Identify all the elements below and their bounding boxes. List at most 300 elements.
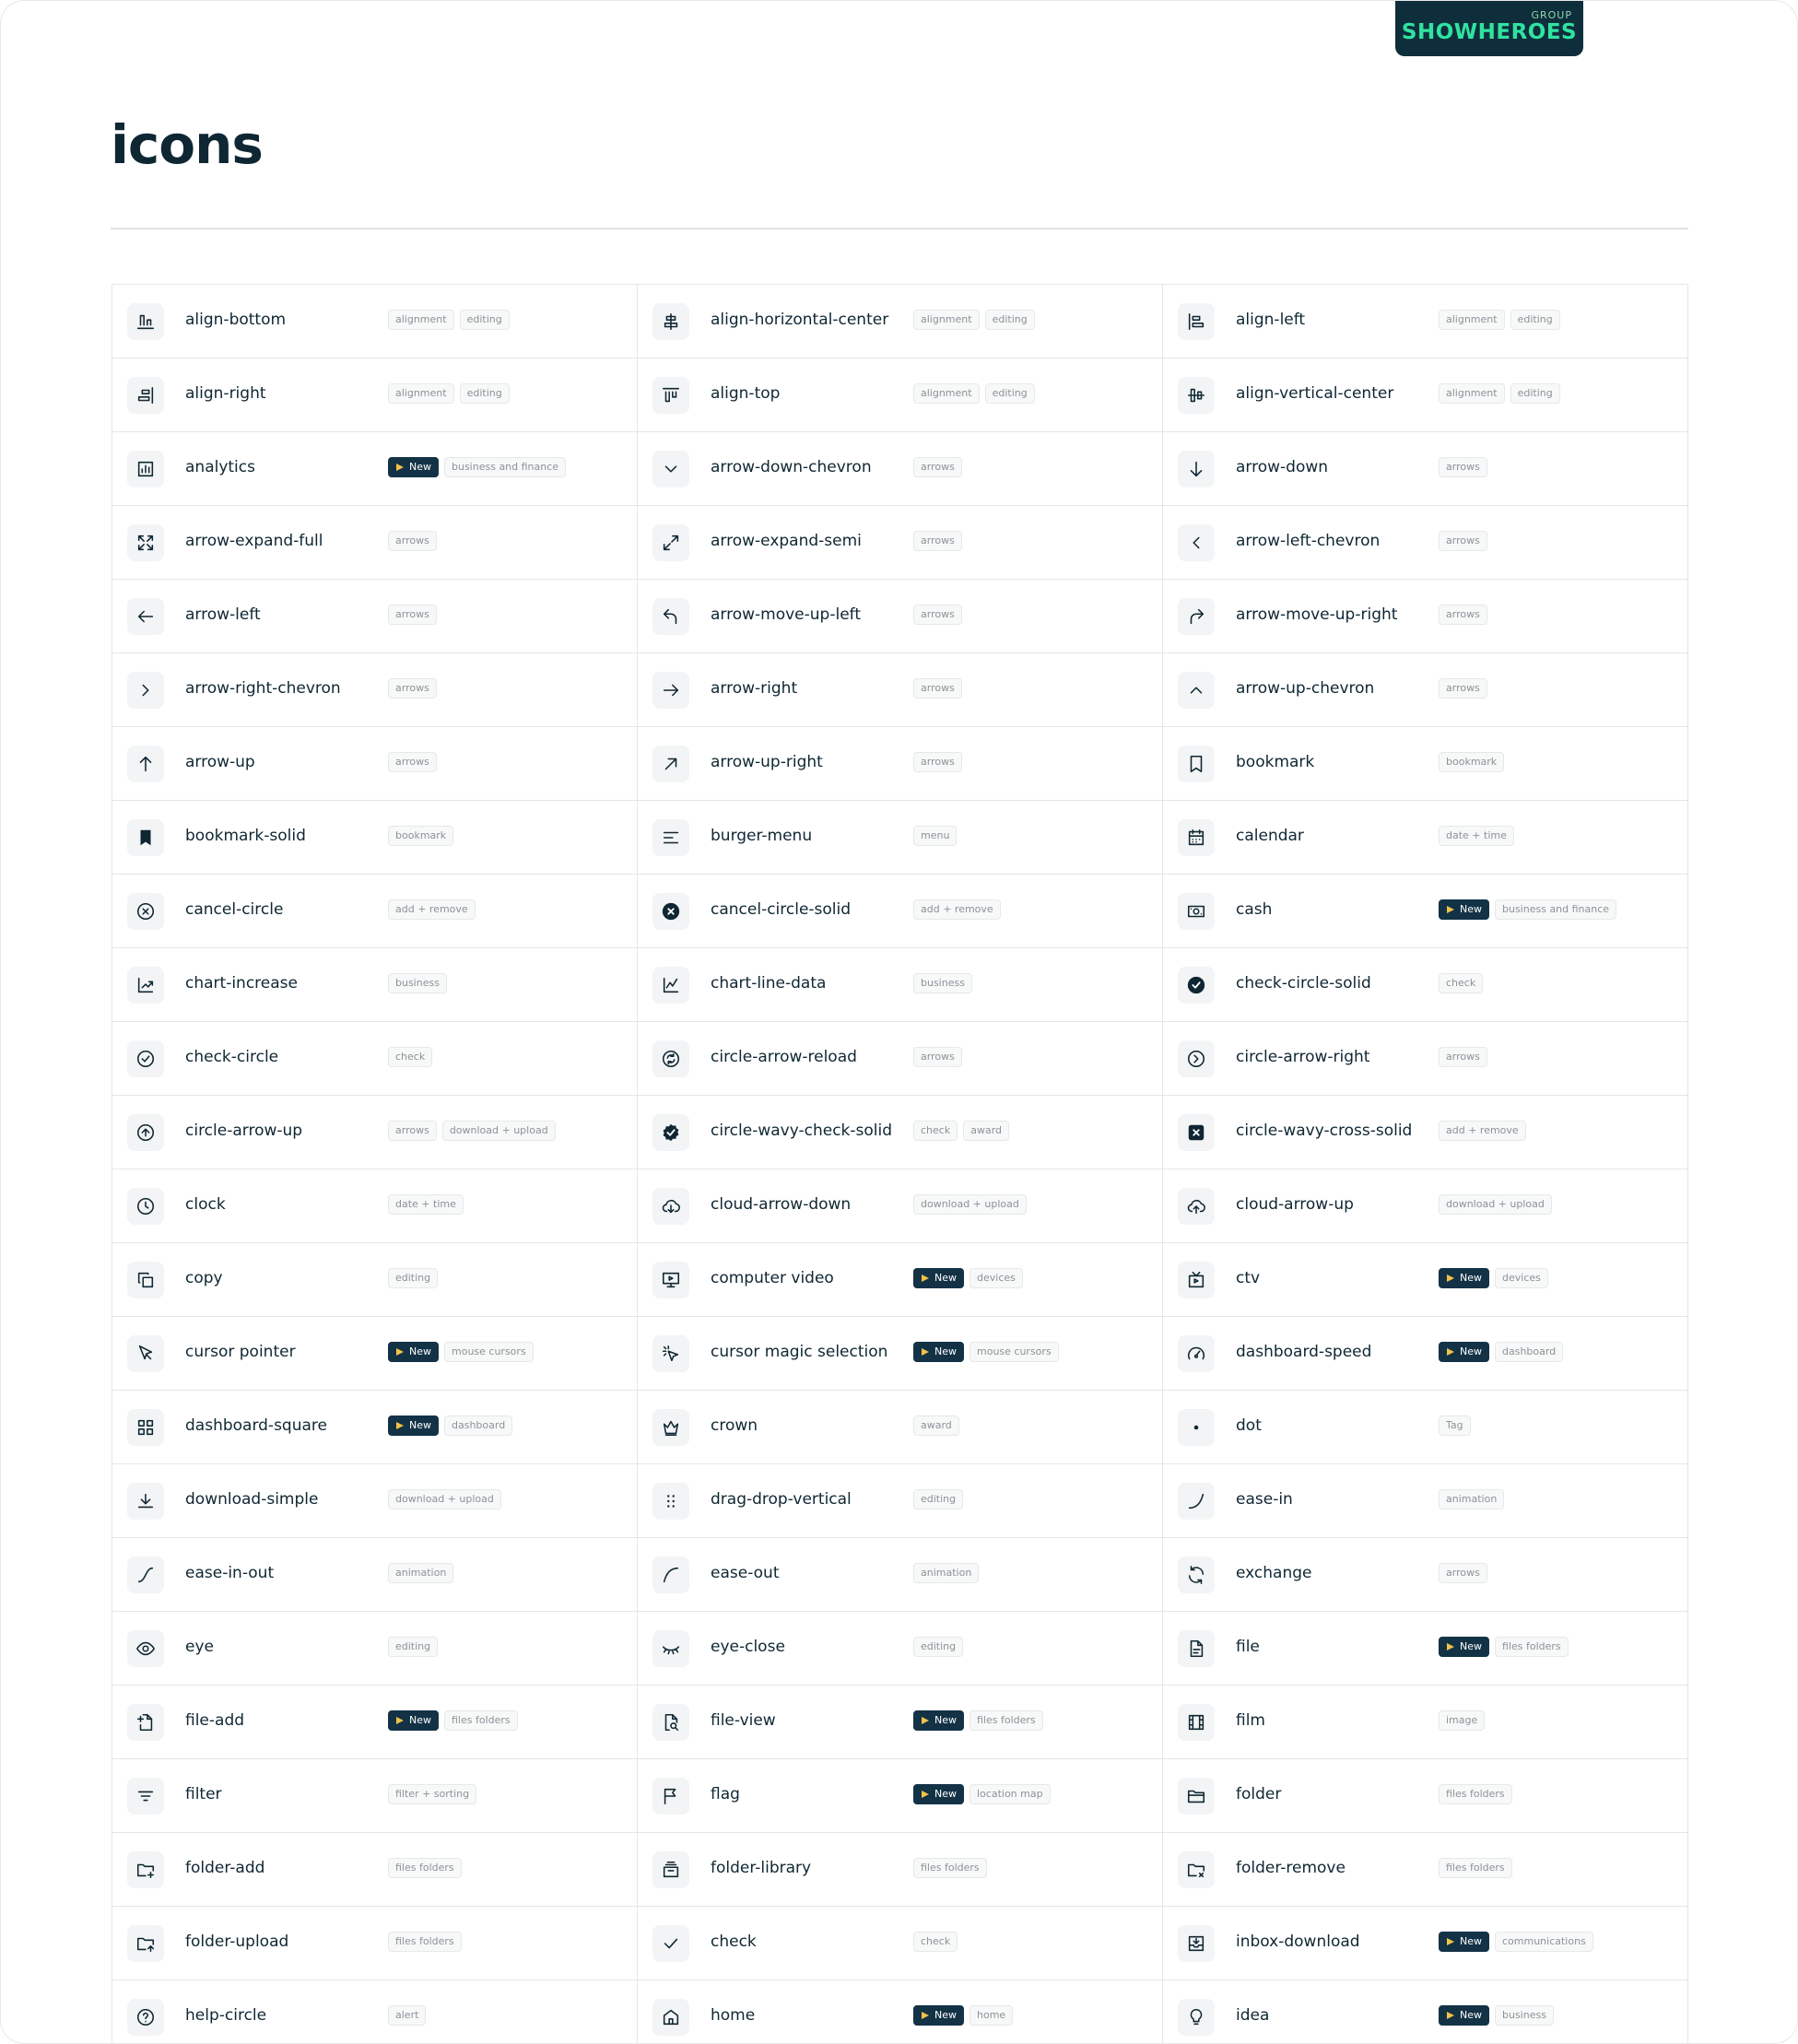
arrow-up-icon <box>127 746 164 782</box>
tag-list <box>913 826 957 846</box>
icon-name: arrow-down <box>1236 458 1329 476</box>
icon-list-item[interactable] <box>112 1612 638 1686</box>
cursor-pointer-icon <box>127 1335 164 1372</box>
icon-list-item[interactable] <box>638 432 1163 506</box>
icon-name: arrow-up-chevron <box>1236 679 1375 698</box>
category-tag: alignment <box>388 383 454 404</box>
calendar-icon <box>1178 819 1215 856</box>
category-tag: editing <box>1510 310 1560 330</box>
icon-name: circle-arrow-reload <box>711 1048 857 1066</box>
tag-list <box>388 826 453 846</box>
icon-list-item[interactable] <box>638 1980 1163 2044</box>
icon-list-item[interactable] <box>112 1833 638 1907</box>
icon-name: eye-close <box>711 1638 785 1656</box>
new-badge: New <box>1439 899 1489 920</box>
tag-list <box>913 899 1001 920</box>
new-badge: New <box>388 457 439 477</box>
icon-list-item[interactable] <box>112 1538 638 1612</box>
category-tag: arrows <box>388 752 437 772</box>
icon-list-item[interactable] <box>112 1243 638 1317</box>
icon-name: ease-out <box>711 1564 780 1582</box>
new-badge: New <box>1439 1268 1489 1288</box>
icon-name: bookmark-solid <box>185 827 306 845</box>
new-badge: New <box>388 1342 439 1362</box>
icon-name: arrow-expand-semi <box>711 532 862 550</box>
icon-name: check-circle <box>185 1048 279 1066</box>
tag-list <box>388 752 437 772</box>
dot-icon <box>1178 1409 1215 1446</box>
category-tag: location map <box>970 1784 1051 1804</box>
tag-list <box>388 1784 476 1804</box>
icon-list-item[interactable] <box>1163 580 1688 653</box>
category-tag: arrows <box>388 531 437 551</box>
tag-list <box>913 1416 959 1436</box>
folder-library-icon <box>652 1851 689 1888</box>
category-tag: image <box>1439 1710 1485 1731</box>
category-tag: files folders <box>1439 1858 1512 1878</box>
circle-arrow-right-icon <box>1178 1040 1215 1077</box>
category-tag: alignment <box>913 310 980 330</box>
icon-list-item[interactable] <box>1163 1538 1688 1612</box>
expand-full-icon <box>127 524 164 561</box>
icon-list-item[interactable] <box>638 1907 1163 1980</box>
icon-list-item[interactable] <box>1163 1759 1688 1833</box>
chevron-right-icon <box>127 672 164 709</box>
tag-list <box>388 1121 556 1141</box>
drag-drop-vertical-icon <box>652 1483 689 1520</box>
icon-name: align-right <box>185 384 266 403</box>
icon-name: idea <box>1236 2006 1270 2025</box>
tag-list <box>913 1710 1043 1731</box>
icon-list-item[interactable] <box>1163 1464 1688 1538</box>
category-tag: mouse cursors <box>444 1342 534 1362</box>
ease-in-out-icon <box>127 1556 164 1593</box>
icon-name: cloud-arrow-down <box>711 1195 852 1214</box>
icon-name: cancel-circle <box>185 900 284 919</box>
bookmark-icon <box>1178 746 1215 782</box>
category-tag: dashboard <box>444 1416 512 1436</box>
icon-list-item[interactable] <box>638 506 1163 580</box>
icon-list-item[interactable] <box>112 1096 638 1169</box>
tag-list <box>1439 457 1487 477</box>
brand-group-label: GROUP <box>1531 9 1572 21</box>
category-tag: editing <box>460 310 510 330</box>
icon-list-item[interactable] <box>638 1686 1163 1759</box>
icon-name: arrow-down-chevron <box>711 458 872 476</box>
category-tag: arrows <box>388 678 437 699</box>
category-tag: date + time <box>388 1194 464 1215</box>
chevron-up-icon <box>1178 672 1215 709</box>
wavy-check-solid-icon <box>652 1114 689 1151</box>
icon-name: exchange <box>1236 1564 1312 1582</box>
icon-name: arrow-right <box>711 679 798 698</box>
tag-list <box>388 1858 462 1878</box>
category-tag: editing <box>985 383 1035 404</box>
cash-icon <box>1178 893 1215 930</box>
icon-list-item[interactable] <box>638 727 1163 801</box>
icon-name: folder-remove <box>1236 1859 1346 1877</box>
category-tag: add + remove <box>388 899 476 920</box>
align-right-icon <box>127 377 164 414</box>
icon-name: drag-drop-vertical <box>711 1490 852 1509</box>
align-horizontal-center-icon <box>652 303 689 340</box>
category-tag: arrows <box>1439 1563 1487 1583</box>
chevron-left-icon <box>1178 524 1215 561</box>
icon-name: arrow-left <box>185 605 261 624</box>
icon-name: home <box>711 2006 756 2025</box>
icon-list-item[interactable] <box>112 1317 638 1391</box>
home-icon <box>652 1999 689 2036</box>
tag-list <box>388 2005 426 2026</box>
icon-list-item[interactable] <box>1163 727 1688 801</box>
icon-list-item[interactable] <box>1163 285 1688 358</box>
eye-icon <box>127 1630 164 1667</box>
icon-list-item[interactable] <box>112 1980 638 2044</box>
icon-list-item[interactable] <box>112 653 638 727</box>
category-tag: mouse cursors <box>970 1342 1059 1362</box>
tag-list <box>388 1194 464 1215</box>
category-tag: files folders <box>913 1858 987 1878</box>
category-tag: arrows <box>1439 605 1487 625</box>
tag-list <box>388 383 510 404</box>
icon-list-item[interactable] <box>1163 1096 1688 1169</box>
icon-name: burger-menu <box>711 827 813 845</box>
dashboard-speed-icon <box>1178 1335 1215 1372</box>
category-tag: files folders <box>388 1858 462 1878</box>
icon-name: folder-add <box>185 1859 265 1877</box>
wavy-cross-solid-icon <box>1178 1114 1215 1151</box>
category-tag: menu <box>913 826 957 846</box>
category-tag: editing <box>1510 383 1560 404</box>
icon-list-item[interactable] <box>112 875 638 948</box>
icon-name: folder-library <box>711 1859 812 1877</box>
category-tag: add + remove <box>913 899 1001 920</box>
arrow-left-icon <box>127 598 164 635</box>
icon-name: ease-in-out <box>185 1564 275 1582</box>
category-tag: arrows <box>913 605 962 625</box>
category-tag: files folders <box>444 1710 518 1731</box>
category-tag: editing <box>388 1268 438 1288</box>
idea-icon <box>1178 1999 1215 2036</box>
icon-list-item[interactable] <box>638 1243 1163 1317</box>
new-badge: New <box>388 1416 439 1436</box>
icon-name: circle-arrow-up <box>185 1122 303 1140</box>
new-badge: New <box>913 1268 964 1288</box>
category-tag: check <box>913 1121 958 1141</box>
dashboard-square-icon <box>127 1409 164 1446</box>
category-tag: award <box>913 1416 959 1436</box>
icon-list-item[interactable] <box>638 1096 1163 1169</box>
category-tag: arrows <box>913 678 962 699</box>
icon-name: folder-upload <box>185 1932 289 1951</box>
category-tag: arrows <box>1439 457 1487 477</box>
tag-list <box>913 1121 1009 1141</box>
category-tag: home <box>970 2005 1013 2026</box>
icon-list-item[interactable] <box>638 1759 1163 1833</box>
move-up-right-icon <box>1178 598 1215 635</box>
tag-list <box>388 1563 453 1583</box>
icon-name: ease-in <box>1236 1490 1293 1509</box>
computer-video-icon <box>652 1262 689 1298</box>
clock-icon <box>127 1188 164 1225</box>
circle-arrow-reload-icon <box>652 1040 689 1077</box>
tag-list <box>388 899 476 920</box>
icon-name: file <box>1236 1638 1260 1656</box>
icon-name: eye <box>185 1638 214 1656</box>
icon-list-item[interactable] <box>1163 1907 1688 1980</box>
icon-list-item[interactable] <box>112 801 638 875</box>
category-tag: business <box>913 973 972 993</box>
icon-list-item[interactable] <box>1163 432 1688 506</box>
icon-list-item[interactable] <box>638 1833 1163 1907</box>
burger-menu-icon <box>652 819 689 856</box>
icon-list-item[interactable] <box>638 358 1163 432</box>
icon-list-item[interactable] <box>1163 1686 1688 1759</box>
chart-increase-icon <box>127 967 164 1004</box>
new-badge: New <box>1439 1637 1489 1657</box>
folder-upload-icon <box>127 1925 164 1962</box>
category-tag: bookmark <box>1439 752 1504 772</box>
icon-list-item[interactable] <box>638 1464 1163 1538</box>
flag-icon <box>652 1778 689 1815</box>
icon-list-item[interactable] <box>638 580 1163 653</box>
new-badge: New <box>913 1342 964 1362</box>
align-left-icon <box>1178 303 1215 340</box>
icon-list-item[interactable] <box>638 1317 1163 1391</box>
icon-grid <box>112 284 1687 2044</box>
icon-list-item[interactable] <box>112 1686 638 1759</box>
check-circle-solid-icon <box>1178 967 1215 1004</box>
icon-list-item[interactable] <box>638 1169 1163 1243</box>
icon-list-item[interactable] <box>112 358 638 432</box>
chart-line-data-icon <box>652 967 689 1004</box>
tag-list <box>1439 1858 1512 1878</box>
tag-list <box>913 678 962 699</box>
tag-list <box>1439 752 1504 772</box>
tag-list <box>388 310 510 330</box>
icon-list-item[interactable] <box>1163 1317 1688 1391</box>
cursor-magic-icon <box>652 1335 689 1372</box>
tag-list <box>388 1047 432 1067</box>
icon-name: ctv <box>1236 1269 1261 1287</box>
category-tag: alignment <box>388 310 454 330</box>
icon-list-item[interactable] <box>1163 1169 1688 1243</box>
category-tag: add + remove <box>1439 1121 1526 1141</box>
icon-list-item[interactable] <box>638 1391 1163 1464</box>
category-tag: arrows <box>913 531 962 551</box>
icon-list-item[interactable] <box>112 1169 638 1243</box>
icon-name: film <box>1236 1711 1265 1730</box>
filter-icon <box>127 1778 164 1815</box>
icon-name: arrow-move-up-left <box>711 605 862 624</box>
icon-list-item[interactable] <box>1163 358 1688 432</box>
category-tag: arrows <box>388 1121 437 1141</box>
category-tag: animation <box>1439 1489 1504 1510</box>
tag-list <box>913 310 1035 330</box>
icon-list-item[interactable] <box>112 285 638 358</box>
tag-list <box>913 1194 1027 1215</box>
exchange-icon <box>1178 1556 1215 1593</box>
icon-name: flag <box>711 1785 740 1803</box>
tag-list <box>1439 310 1560 330</box>
category-tag: files folders <box>1495 1637 1569 1657</box>
category-tag: arrows <box>913 1047 962 1067</box>
copy-icon <box>127 1262 164 1298</box>
align-vertical-center-icon <box>1178 377 1215 414</box>
new-badge: New <box>388 1710 439 1731</box>
category-tag: editing <box>388 1637 438 1657</box>
icon-name: chart-line-data <box>711 974 827 993</box>
check-circle-icon <box>127 1040 164 1077</box>
eye-close-icon <box>652 1630 689 1667</box>
category-tag: devices <box>1495 1268 1548 1288</box>
icon-name: dashboard-square <box>185 1416 327 1435</box>
icon-name: circle-wavy-cross-solid <box>1236 1122 1413 1140</box>
tag-list <box>913 457 962 477</box>
icon-list-item[interactable] <box>1163 1391 1688 1464</box>
category-tag: editing <box>913 1637 963 1657</box>
tag-list <box>1439 678 1487 699</box>
folder-add-icon <box>127 1851 164 1888</box>
new-badge: New <box>1439 1932 1489 1952</box>
icon-list-item[interactable] <box>638 653 1163 727</box>
icon-name: align-horizontal-center <box>711 311 889 329</box>
tag-list <box>1439 1637 1569 1657</box>
icon-name: align-vertical-center <box>1236 384 1394 403</box>
category-tag: files folders <box>388 1932 462 1952</box>
icon-name: cancel-circle-solid <box>711 900 852 919</box>
download-simple-icon <box>127 1483 164 1520</box>
icon-list-item[interactable] <box>638 1022 1163 1096</box>
icon-list-item[interactable] <box>638 285 1163 358</box>
category-tag: arrows <box>1439 531 1487 551</box>
icon-list-item[interactable] <box>112 948 638 1022</box>
tag-list <box>913 1047 962 1067</box>
icon-list-item[interactable] <box>1163 875 1688 948</box>
category-tag: animation <box>388 1563 453 1583</box>
category-tag: alignment <box>913 383 980 404</box>
file-add-icon <box>127 1704 164 1741</box>
tag-list <box>388 678 437 699</box>
icon-list-item[interactable] <box>112 1464 638 1538</box>
tag-list <box>1439 1342 1563 1362</box>
tag-list <box>913 1932 958 1952</box>
align-bottom-icon <box>127 303 164 340</box>
tag-list <box>1439 1416 1471 1436</box>
category-tag: arrows <box>1439 678 1487 699</box>
icon-list-item[interactable] <box>1163 801 1688 875</box>
tag-list <box>388 1342 534 1362</box>
tag-list <box>388 1489 501 1510</box>
title-divider <box>111 228 1688 229</box>
tag-list <box>1439 1784 1512 1804</box>
file-view-icon <box>652 1704 689 1741</box>
icon-list-item[interactable] <box>1163 653 1688 727</box>
icon-name: dot <box>1236 1416 1262 1435</box>
icon-list-item[interactable] <box>638 875 1163 948</box>
icon-list-item[interactable] <box>1163 1833 1688 1907</box>
icon-list-item[interactable] <box>1163 1980 1688 2044</box>
tag-list <box>388 531 437 551</box>
icon-list-item[interactable] <box>112 506 638 580</box>
ctv-icon <box>1178 1262 1215 1298</box>
cancel-circle-icon <box>127 893 164 930</box>
tag-list <box>1439 1489 1504 1510</box>
tag-list <box>913 752 962 772</box>
icon-list-item[interactable] <box>112 1759 638 1833</box>
icon-list-item[interactable] <box>638 1612 1163 1686</box>
category-tag: award <box>963 1121 1009 1141</box>
icon-list-item[interactable] <box>112 1391 638 1464</box>
icon-list-item[interactable] <box>638 948 1163 1022</box>
tag-list <box>388 1268 438 1288</box>
tag-list <box>1439 1194 1552 1215</box>
icon-name: filter <box>185 1785 222 1803</box>
icon-list-item[interactable] <box>1163 506 1688 580</box>
new-badge: New <box>913 1710 964 1731</box>
icon-list-item[interactable] <box>112 580 638 653</box>
tag-list <box>913 383 1035 404</box>
icon-list-item[interactable] <box>112 1022 638 1096</box>
icon-name: bookmark <box>1236 753 1315 771</box>
tag-list <box>388 1710 518 1731</box>
tag-list <box>1439 2005 1554 2026</box>
icon-name: folder <box>1236 1785 1282 1803</box>
tag-list <box>1439 1047 1487 1067</box>
expand-semi-icon <box>652 524 689 561</box>
tag-list <box>388 1932 462 1952</box>
icon-list-item[interactable] <box>112 1907 638 1980</box>
tag-list <box>388 457 566 477</box>
tag-list <box>913 1268 1023 1288</box>
category-tag: download + upload <box>1439 1194 1552 1215</box>
folder-remove-icon <box>1178 1851 1215 1888</box>
category-tag: arrows <box>388 605 437 625</box>
ease-in-icon <box>1178 1483 1215 1520</box>
icon-list-item[interactable] <box>1163 948 1688 1022</box>
tag-list <box>1439 1932 1593 1952</box>
category-tag: editing <box>460 383 510 404</box>
icon-name: help-circle <box>185 2006 267 2025</box>
circle-arrow-up-icon <box>127 1114 164 1151</box>
icon-name: arrow-expand-full <box>185 532 323 550</box>
category-tag: alignment <box>1439 383 1505 404</box>
tag-list <box>913 973 972 993</box>
icon-name: analytics <box>185 458 255 476</box>
icon-list-item[interactable] <box>1163 1612 1688 1686</box>
icon-list-item[interactable] <box>112 727 638 801</box>
arrow-right-icon <box>652 672 689 709</box>
category-tag: alert <box>388 2005 426 2026</box>
check-icon <box>652 1925 689 1962</box>
icon-name: cursor pointer <box>185 1343 296 1361</box>
icon-list-item[interactable] <box>638 801 1163 875</box>
icon-list-item[interactable] <box>638 1538 1163 1612</box>
tag-list <box>388 1637 438 1657</box>
tag-list <box>913 1489 963 1510</box>
icon-list-item[interactable] <box>112 432 638 506</box>
icon-list-item[interactable] <box>1163 1022 1688 1096</box>
category-tag: arrows <box>1439 1047 1487 1067</box>
icon-name: computer video <box>711 1269 834 1287</box>
icon-name: arrow-right-chevron <box>185 679 341 698</box>
help-circle-icon <box>127 1999 164 2036</box>
category-tag: editing <box>985 310 1035 330</box>
icon-list-item[interactable] <box>1163 1243 1688 1317</box>
page-title: icons <box>111 113 263 176</box>
category-tag: download + upload <box>442 1121 556 1141</box>
category-tag: bookmark <box>388 826 453 846</box>
